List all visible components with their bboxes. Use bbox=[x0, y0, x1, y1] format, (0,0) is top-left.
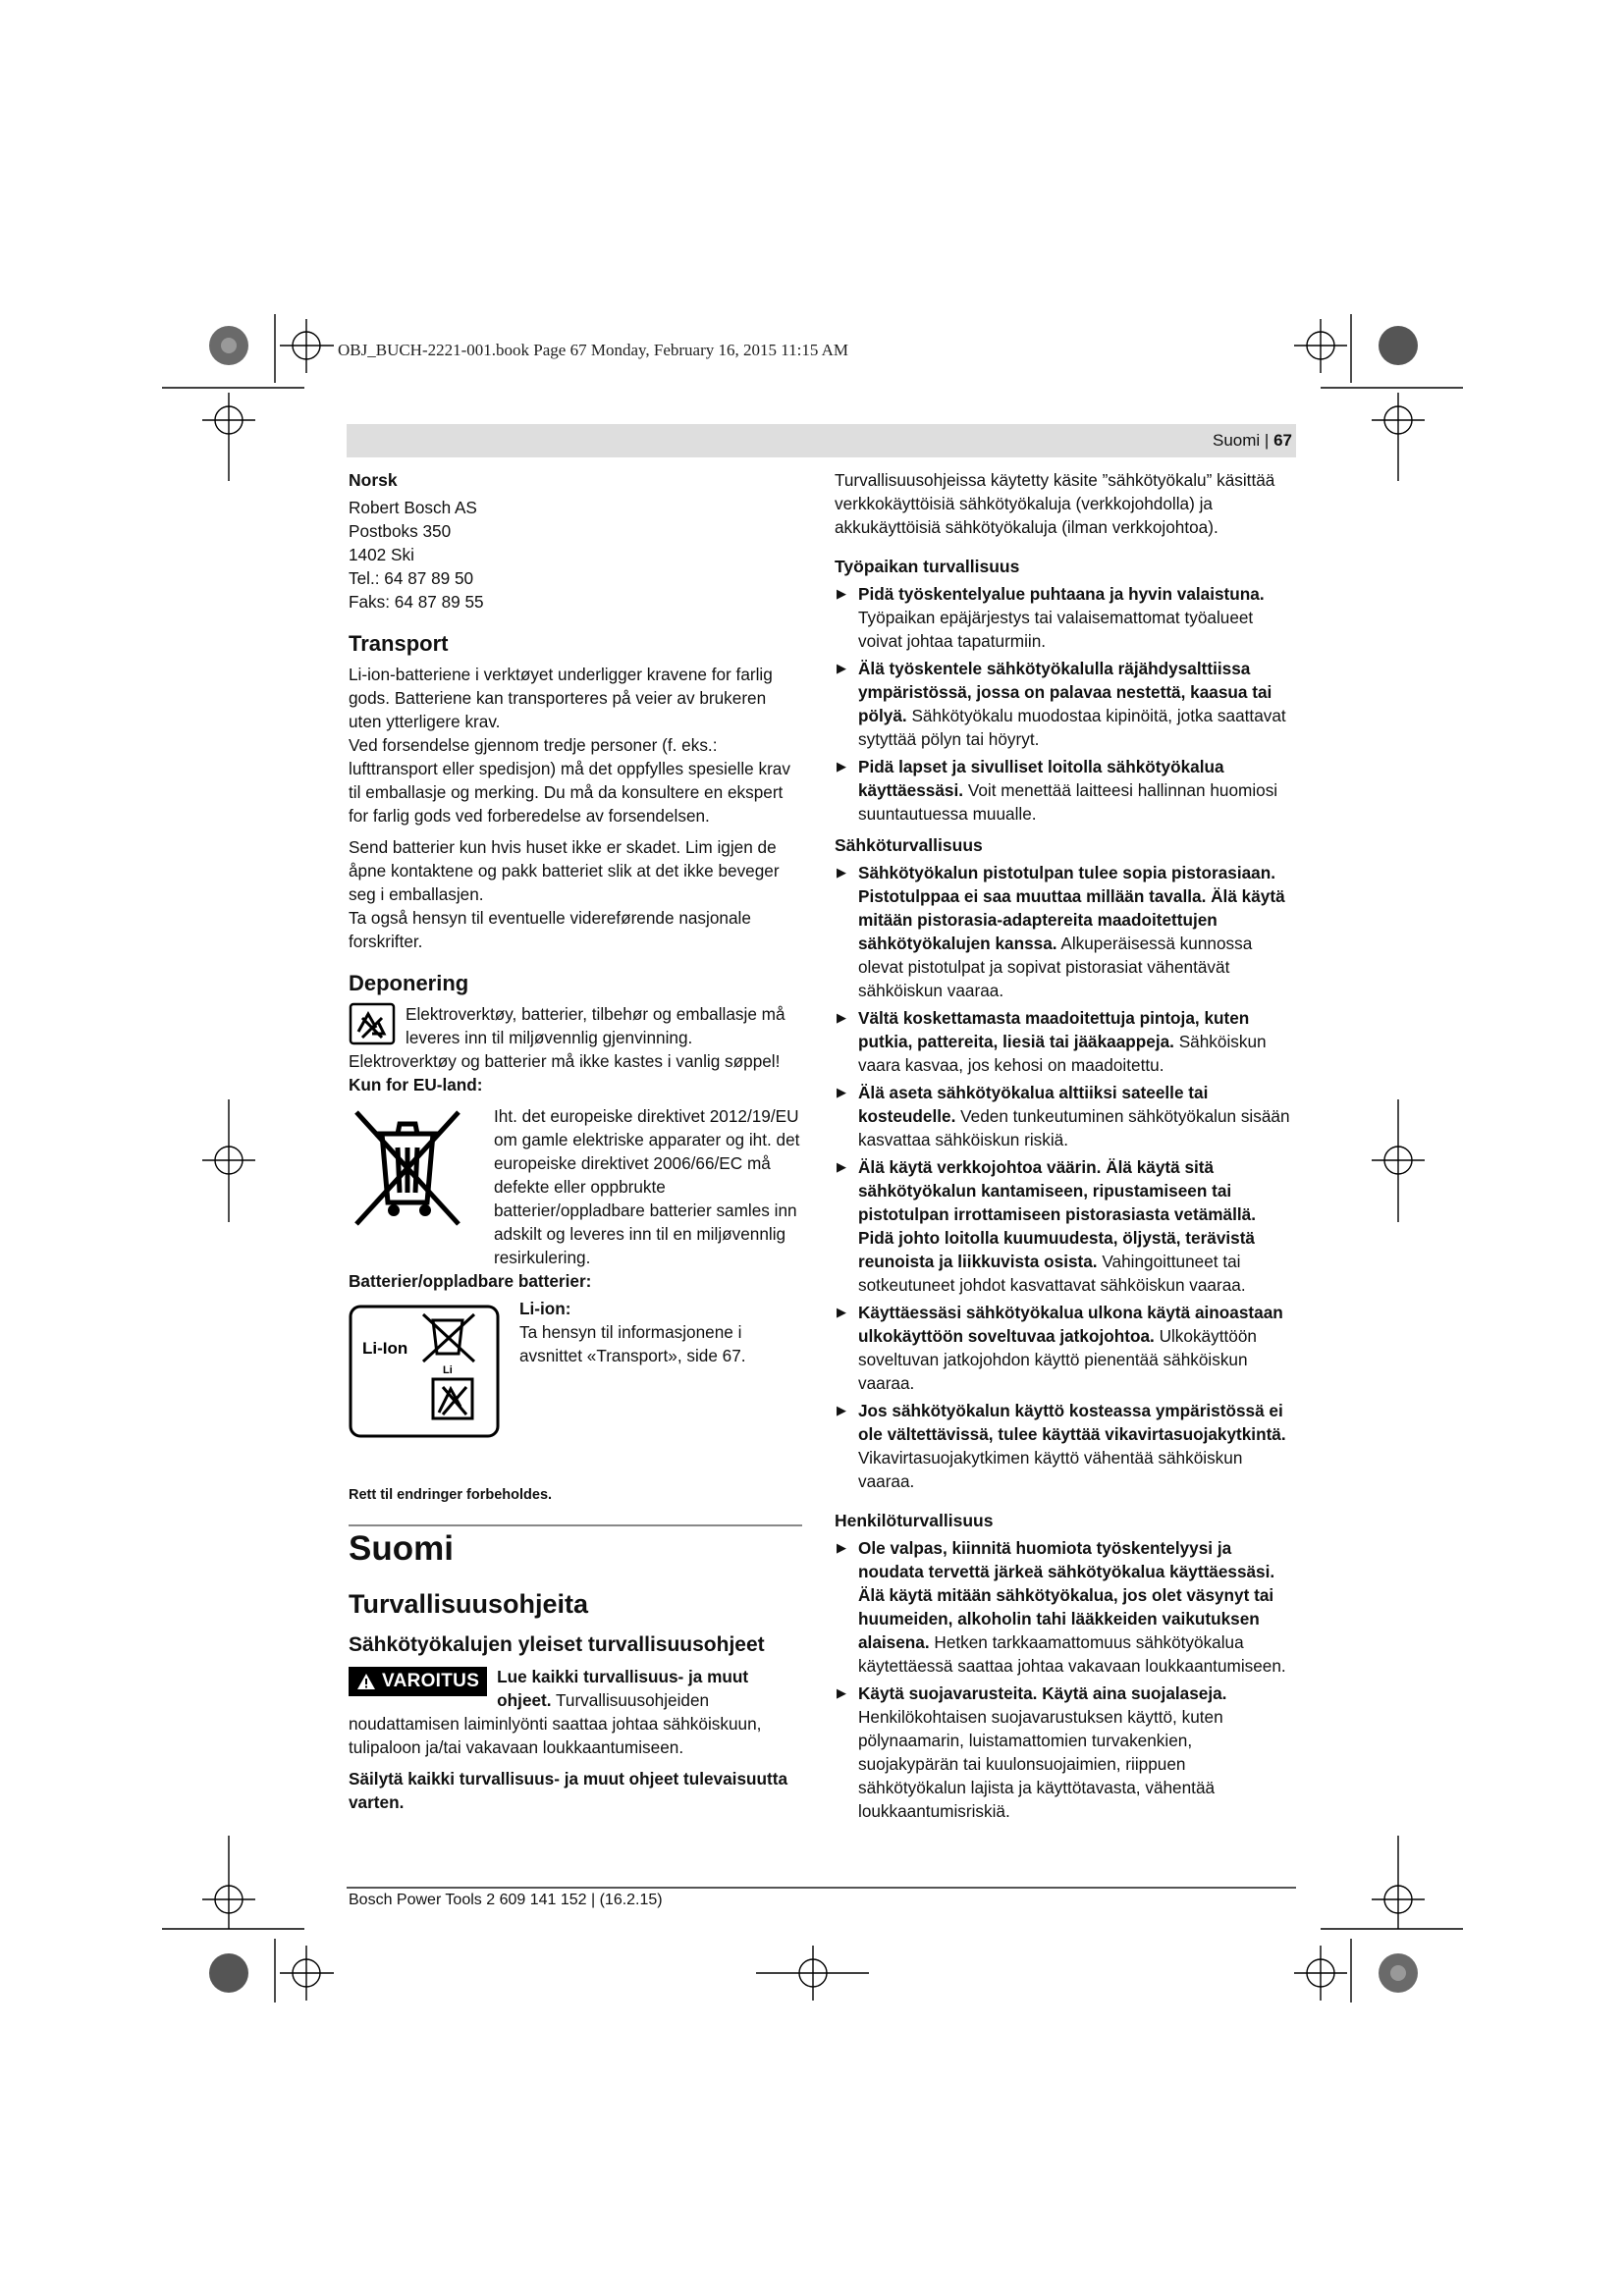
warning-badge-label: VAROITUS bbox=[382, 1671, 480, 1691]
eu-directive-text: Iht. det europeiske direktivet 2012/19/EU om gamle elektriske apparater og iht. det europeiske direktivet 2006/66/EC må defekte eller oppbrukte batterier/oppladbare batterier samles inn adskilt og leveres inn til en miljøvennlig resirkulering. bbox=[494, 1106, 800, 1267]
bullet-arrow-icon: ▶ bbox=[837, 1159, 846, 1174]
bullet-arrow-icon: ▶ bbox=[837, 759, 846, 774]
warning-triangle-icon bbox=[356, 1673, 376, 1690]
left-column bbox=[349, 468, 800, 1507]
safety-item-bold: Käytä suojavarusteita. Käytä aina suojalaseja. bbox=[858, 1683, 1227, 1703]
bullet-arrow-icon: ▶ bbox=[837, 1403, 846, 1417]
bullet-arrow-icon: ▶ bbox=[837, 1010, 846, 1025]
page-header-bar bbox=[347, 424, 1296, 457]
file-slug: OBJ_BUCH-2221-001.book Page 67 Monday, February 16, 2015 11:15 AM bbox=[338, 341, 849, 359]
safety-item-text: Voit menettää laitteesi hallinnan huomiosi suuntautuessa muualle. bbox=[858, 780, 1278, 824]
personal-heading: Henkilöturvallisuus bbox=[835, 1511, 994, 1530]
safety-item bbox=[835, 1301, 1292, 1395]
safety-item-text: Työpaikan epäjärjestys tai valaisemattomat työalueet voivat johtaa tapaturmiin. bbox=[858, 608, 1254, 651]
suomi-section bbox=[349, 1527, 802, 1814]
address-line: Tel.: 64 87 89 50 bbox=[349, 568, 474, 588]
keep-instructions: Säilytä kaikki turvallisuus- ja muut ohjeet tulevaisuutta varten. bbox=[349, 1769, 788, 1812]
norsk-heading: Norsk bbox=[349, 470, 398, 490]
general-safety-heading: Sähkötyökalujen yleiset turvallisuusohjeet bbox=[349, 1633, 765, 1656]
safety-item-bold: Vältä koskettamasta maadoitettuja pintoja, kuten putkia, pattereita, liesiä tai jääkaappeja. bbox=[858, 1008, 1250, 1051]
bullet-arrow-icon: ▶ bbox=[837, 1085, 846, 1099]
suomi-heading: Suomi bbox=[349, 1529, 454, 1568]
safety-item-text: Veden tunkeutuminen sähkötyökalun sisään kasvattaa sähköiskun riskiä. bbox=[858, 1106, 1290, 1149]
safety-item bbox=[835, 1081, 1292, 1151]
warning-badge bbox=[349, 1667, 487, 1696]
safety-item-text: Sähkötyökalu muodostaa kipinöitä, jotka saattavat sytyttää pölyn tai höyryt. bbox=[858, 706, 1286, 749]
safety-item bbox=[835, 755, 1292, 826]
bullet-arrow-icon: ▶ bbox=[837, 1540, 846, 1555]
electrical-list bbox=[835, 861, 1292, 1493]
safety-item bbox=[835, 1155, 1292, 1297]
safety-item bbox=[835, 582, 1292, 653]
bullet-arrow-icon: ▶ bbox=[837, 661, 846, 675]
safety-item bbox=[835, 657, 1292, 751]
warning-body: Turvallisuusohjeiden noudattamisen laiminlyönti saattaa johtaa sähköiskuun, tulipaloon ja/tai vakavaan loukkaantumiseen. bbox=[349, 1690, 762, 1757]
liion-recycling-icon bbox=[349, 1305, 500, 1438]
liion-icon-small-label: Li bbox=[443, 1364, 453, 1376]
right-column bbox=[835, 468, 1292, 1823]
bullet-arrow-icon: ▶ bbox=[837, 586, 846, 601]
safety-item-bold: Ole valpas, kiinnitä huomiota työskentelyysi ja noudata tervettä järkeä sähkötyökalua käyttäessäsi. Älä käytä mitään sähkötyökalua, jos olet väsynyt tai huumeiden, alkoholin tahi lääkkeiden vaikutuksen alaisena. bbox=[858, 1538, 1275, 1652]
section-divider bbox=[349, 1524, 802, 1526]
footer-text: Bosch Power Tools 2 609 141 152 | (16.2.15) bbox=[349, 1892, 663, 1908]
deponering-heading: Deponering bbox=[349, 971, 469, 995]
safety-item-bold: Pidä työskentelyalue puhtaana ja hyvin valaistuna. bbox=[858, 584, 1265, 604]
transport-paragraph: Ta også hensyn til eventuelle videreførende nasjonale forskrifter. bbox=[349, 908, 751, 951]
page-header: Suomi | 67 bbox=[1213, 431, 1292, 450]
footer-rule bbox=[347, 1887, 1296, 1889]
crossed-bin-icon bbox=[349, 1104, 466, 1232]
battery-heading: Batterier/oppladbare batterier: bbox=[349, 1271, 592, 1291]
safety-item-bold: Jos sähkötyökalun käyttö kosteassa ympäristössä ei ole vältettävissä, tulee käyttää vikavirtasuojakytkintä. bbox=[858, 1401, 1286, 1444]
safety-item-text: Ulkokäyttöön soveltuvan jatkojohdon käyttö pienentää sähköiskun vaaraa. bbox=[858, 1326, 1257, 1393]
safety-item-bold: Sähkötyökalun pistotulpan tulee sopia pistorasiaan. Pistotulppaa ei saa muuttaa millään tavalla. Älä käytä mitään pistorasia-adaptereita maadoitettujen sähkötyökalujen kanssa. bbox=[858, 863, 1285, 953]
warning-bold: Lue kaikki turvallisuus- ja muut ohjeet. bbox=[497, 1667, 749, 1710]
header-section: Suomi bbox=[1213, 431, 1261, 450]
transport-heading: Transport bbox=[349, 631, 449, 656]
safety-item-bold: Älä käytä verkkojohtoa väärin. Älä käytä sitä sähkötyökalun kantamiseen, ripustamiseen tai pistotulpan irrottamiseen pistorasiasta vetämällä. Pidä johto loitolla kuumuudesta, öljystä, terävistä reunoista ja liikkuvista osista. bbox=[858, 1157, 1256, 1271]
safety-item bbox=[835, 861, 1292, 1002]
safety-item-text: Sähköiskun vaara kasvaa, jos kehosi on maadoitettu. bbox=[858, 1032, 1267, 1075]
safety-item-text: Vahingoittuneet tai sotkeutuneet johdot kasvattavat sähköiskun vaaraa. bbox=[858, 1252, 1246, 1295]
safety-item-bold: Älä aseta sähkötyökalua alttiiksi sateelle tai kosteudelle. bbox=[858, 1083, 1209, 1126]
address-line: Faks: 64 87 89 55 bbox=[349, 592, 484, 612]
weee-row bbox=[349, 1104, 800, 1269]
safety-item-text: Vikavirtasuojakytkimen käyttö vähentää sähköiskun vaaraa. bbox=[858, 1448, 1243, 1491]
recycling-row bbox=[349, 1002, 800, 1049]
recycling-icon bbox=[349, 1002, 396, 1045]
transport-paragraph: Ved forsendelse gjennom tredje personer (f. eks.: lufttransport eller spedisjon) må det oppfylles spesielle krav til emballasje og merking. Du må da konsultere en ekspert for farlig gods ved forberedelse av forsendelsen. bbox=[349, 735, 790, 826]
bullet-arrow-icon: ▶ bbox=[837, 1685, 846, 1700]
intro-paragraph: Turvallisuusohjeissa käytetty käsite ”sähkötyökalu” käsittää verkkokäyttöisiä sähkötyökaluja (verkkojohdolla) ja akkukäyttöisiä sähkötyökaluja (ilman verkkojohtoa). bbox=[835, 470, 1275, 537]
liion-heading: Li-ion: bbox=[519, 1299, 571, 1318]
safety-item-bold: Pidä lapset ja sivulliset loitolla sähkötyökalua käyttäessäsi. bbox=[858, 757, 1224, 800]
safety-item bbox=[835, 1006, 1292, 1077]
electrical-heading: Sähköturvallisuus bbox=[835, 835, 983, 855]
liion-row bbox=[349, 1297, 800, 1438]
personal-list bbox=[835, 1536, 1292, 1823]
safety-item bbox=[835, 1536, 1292, 1678]
turvallisuus-heading: Turvallisuusohjeita bbox=[349, 1589, 589, 1619]
deponering-warning: Elektroverktøy og batterier må ikke kastes i vanlig søppel! bbox=[349, 1051, 781, 1071]
liion-text: Ta hensyn til informasjonene i avsnittet «Transport», side 67. bbox=[519, 1322, 746, 1365]
rett-note: Rett til endringer forbeholdes. bbox=[349, 1487, 553, 1503]
liion-icon-label: Li-Ion bbox=[362, 1339, 408, 1358]
address-line: Robert Bosch AS bbox=[349, 498, 477, 517]
safety-item bbox=[835, 1682, 1292, 1823]
deponering-paragraph: Elektroverktøy, batterier, tilbehør og emballasje må leveres inn til miljøvennlig gjenvinning. bbox=[406, 1004, 785, 1047]
bullet-arrow-icon: ▶ bbox=[837, 1305, 846, 1319]
address-line: Postboks 350 bbox=[349, 521, 452, 541]
warning-block bbox=[349, 1665, 802, 1759]
safety-item-bold: Käyttäessäsi sähkötyökalua ulkona käytä ainoastaan ulkokäyttöön soveltuvaa jatkojohtoa. bbox=[858, 1303, 1283, 1346]
workplace-heading: Työpaikan turvallisuus bbox=[835, 557, 1020, 576]
safety-item bbox=[835, 1399, 1292, 1493]
safety-item-bold: Älä työskentele sähkötyökalulla räjähdysalttiissa ympäristössä, jossa on palavaa nestettä, kaasua tai pölyä. bbox=[858, 659, 1272, 725]
bullet-arrow-icon: ▶ bbox=[837, 865, 846, 880]
eu-heading: Kun for EU-land: bbox=[349, 1075, 483, 1095]
safety-item-text: Alkuperäisessä kunnossa olevat pistotulpat ja sopivat pistorasiat vähentävät sähköiskun vaaraa. bbox=[858, 934, 1253, 1000]
transport-paragraph: Send batterier kun hvis huset ikke er skadet. Lim igjen de åpne kontaktene og pakk batteriet slik at det ikke beveger seg i emballasjen. bbox=[349, 837, 780, 904]
header-page-number: 67 bbox=[1273, 431, 1292, 450]
address-line: 1402 Ski bbox=[349, 545, 414, 564]
safety-item-text: Henkilökohtaisen suojavarustuksen käyttö, kuten pölynaamarin, luistamattomien turvakenkien, suojakypärän tai kuulonsuojaimien, riippuen sähkötyökalun lajista ja käyttötavasta, vähentää loukkaantumisriskiä. bbox=[858, 1707, 1223, 1821]
safety-item-text: Hetken tarkkaamattomuus sähkötyökalua käytettäessä saattaa johtaa vakavaan loukkaantumiseen. bbox=[858, 1632, 1286, 1676]
workplace-list bbox=[835, 582, 1292, 826]
transport-paragraph: Li-ion-batteriene i verktøyet underligger kravene for farlig gods. Batteriene kan transporteres på veier av brukeren uten ytterligere krav. bbox=[349, 665, 773, 731]
